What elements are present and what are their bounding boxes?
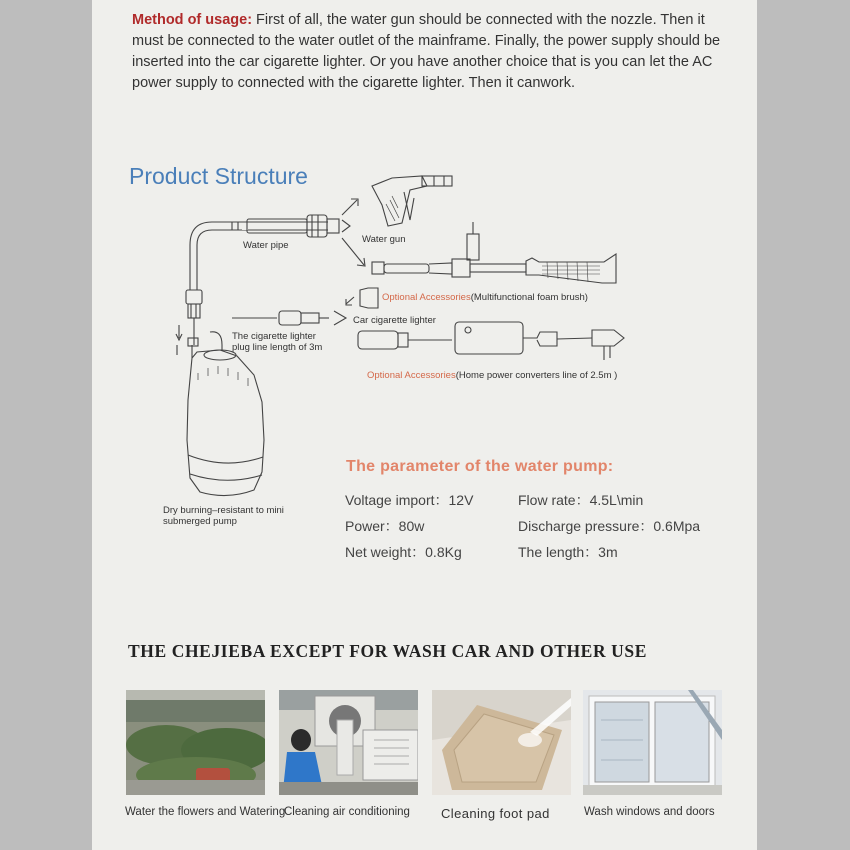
label-water-pipe: Water pipe [243,240,289,251]
param-weight: Net weight：0.8Kg [345,544,462,560]
power-converter-drawing [455,322,523,354]
caption-watering: Water the flowers and Watering [125,806,286,818]
param-pressure: Discharge pressure：0.6Mpa [518,518,701,534]
label-optional-accessories-2: Optional Accessories [367,370,456,381]
param-flow: Flow rate：4.5L\min [518,492,644,508]
photo-foot-pad [432,690,571,795]
label-water-gun: Water gun [362,234,406,245]
label-converter-text: (Home power converters line of 2.5m ) [455,370,618,381]
usage-text: First of all, the water gun should be connected with the nozzle. Then it must be connected to the water outlet of the mainframe. Finally, the power supply should be inserted into the car cigarette lighter. Or you have another choice that is you can let the AC power supply to connected with the cigarette lighter. Then it canwork. [132,12,721,91]
label-plug-line-1: The cigarette lighter [232,331,316,342]
label-foam-brush-text: (Multifunctional foam brush) [470,292,588,303]
label-pump-1: Dry burning–resistant to mini [163,505,284,516]
caption-air-conditioning: Cleaning air conditioning [284,806,410,818]
label-pump-2: submerged pump [163,516,237,527]
usage-label: Method of usage: [132,12,253,28]
uses-title: THE CHEJIEBA EXCEPT FOR WASH CAR AND OTHER USE [128,641,648,661]
caption-foot-pad: Cleaning foot pad [441,806,550,821]
label-optional-accessories-1: Optional Accessories [382,292,471,303]
water-pipe-drawing [197,230,328,290]
param-voltage: Voltage import：12V [345,492,474,508]
caption-windows: Wash windows and doors [584,806,715,818]
water-gun-drawing [372,176,427,226]
param-power: Power：80w [345,518,425,534]
label-plug-line-2: plug line length of 3m [232,342,323,353]
parameter-title: The parameter of the water pump: [346,458,614,475]
product-page [92,0,757,850]
photo-air-conditioning [279,690,418,795]
section-title: Product Structure [129,163,308,189]
label-car-lighter: Car cigarette lighter [353,315,436,326]
pump-drawing [187,350,264,496]
param-length: The length：3m [518,544,618,560]
structure-diagram [92,0,757,560]
label-foam-brush [382,292,588,303]
label-converter [367,370,617,381]
photo-watering-flowers [126,690,265,795]
photo-windows-doors [583,690,722,795]
